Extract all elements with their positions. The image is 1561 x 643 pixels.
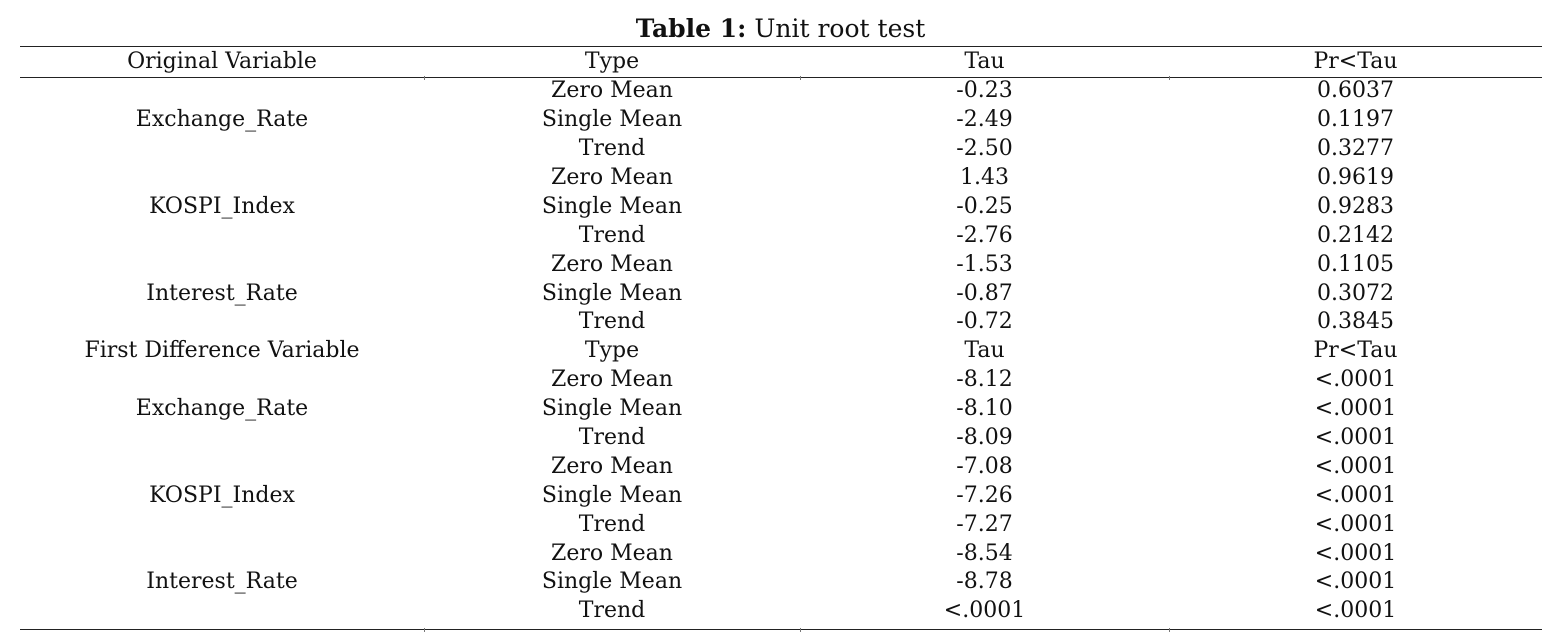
tau-cell: -2.50 xyxy=(956,136,1013,162)
pr-cell: 0.3072 xyxy=(1317,280,1394,306)
type-cell: Zero Mean xyxy=(551,165,673,190)
type-cell: Trend xyxy=(578,309,646,335)
header-cell: Type xyxy=(584,49,640,75)
type-cell: Zero Mean xyxy=(551,540,673,566)
type-cell: Zero Mean xyxy=(551,78,673,104)
table-row xyxy=(20,250,1542,279)
table-row xyxy=(20,366,1542,395)
type-cell: Single Mean xyxy=(541,482,683,508)
top-rule xyxy=(20,46,1542,47)
tau-cell: -8.54 xyxy=(956,540,1013,566)
pr-cell: 0.3845 xyxy=(1317,309,1394,335)
type-cell: Trend xyxy=(578,511,646,537)
type-cell: Zero Mean xyxy=(551,453,673,479)
pr-cell: <.0001 xyxy=(1314,598,1397,624)
column-divider-tick xyxy=(424,628,425,632)
type-cell: Single Mean xyxy=(541,569,683,595)
tau-cell: -8.10 xyxy=(956,396,1013,422)
table-row xyxy=(20,539,1542,568)
type-cell: Single Mean xyxy=(541,193,683,219)
header-cell: Pr<Tau xyxy=(1313,49,1398,75)
header-cell: Original Variable xyxy=(127,49,317,75)
type-cell: Single Mean xyxy=(541,396,683,422)
type-cell: Trend xyxy=(578,425,646,451)
bottom-rule xyxy=(20,629,1542,630)
tau-cell: -7.27 xyxy=(956,511,1013,537)
tau-cell: 1.43 xyxy=(960,165,1009,190)
subheader-cell: Tau xyxy=(964,338,1005,364)
tau-cell: -8.09 xyxy=(956,425,1013,451)
subheader-cell: Pr<Tau xyxy=(1313,338,1398,364)
tau-cell: <.0001 xyxy=(943,598,1026,624)
pr-cell: 0.9619 xyxy=(1317,165,1394,190)
table-row xyxy=(20,77,1542,106)
tau-cell: -1.53 xyxy=(956,251,1013,277)
tau-cell: -2.49 xyxy=(956,107,1013,133)
pr-cell: 0.9283 xyxy=(1317,193,1394,219)
tau-cell: -0.23 xyxy=(956,78,1013,104)
tau-cell: -2.76 xyxy=(956,222,1013,248)
tau-cell: -0.25 xyxy=(956,193,1013,219)
table-caption-label: Table 1: xyxy=(635,14,747,43)
tau-cell: -7.26 xyxy=(956,482,1013,508)
pr-cell: 0.1197 xyxy=(1317,107,1394,133)
tau-cell: -0.72 xyxy=(956,309,1013,335)
pr-cell: 0.6037 xyxy=(1317,78,1394,104)
tau-cell: -8.12 xyxy=(956,367,1013,393)
pr-cell: <.0001 xyxy=(1314,425,1397,451)
table-body xyxy=(20,77,1542,626)
pr-cell: <.0001 xyxy=(1314,511,1397,537)
pr-cell: <.0001 xyxy=(1314,482,1397,508)
pr-cell: 0.1105 xyxy=(1317,251,1394,277)
type-cell: Trend xyxy=(578,222,646,248)
table-row xyxy=(20,452,1542,481)
type-cell: Zero Mean xyxy=(551,251,673,277)
pr-cell: <.0001 xyxy=(1314,569,1397,595)
pr-cell: 0.2142 xyxy=(1317,222,1394,248)
table-row xyxy=(20,164,1542,193)
type-cell: Zero Mean xyxy=(551,367,673,393)
pr-cell: 0.3277 xyxy=(1317,136,1394,162)
type-cell: Trend xyxy=(578,136,646,162)
pr-cell: <.0001 xyxy=(1314,367,1397,393)
tau-cell: -8.78 xyxy=(956,569,1013,595)
subheader-row xyxy=(20,337,1542,366)
variable-cell: Interest_Rate xyxy=(146,280,298,306)
header-cell: Tau xyxy=(964,49,1005,75)
table-caption-title: Unit root test xyxy=(754,14,926,43)
type-cell: Single Mean xyxy=(541,107,683,133)
variable-cell: Exchange_Rate xyxy=(135,107,309,133)
variable-cell: Interest_Rate xyxy=(146,569,298,595)
pr-cell: <.0001 xyxy=(1314,396,1397,422)
subheader-cell: First Difference Variable xyxy=(84,338,360,364)
subheader-cell: Type xyxy=(584,338,640,364)
type-cell: Trend xyxy=(578,598,646,624)
variable-cell: KOSPI_Index xyxy=(149,482,295,508)
pr-cell: <.0001 xyxy=(1314,453,1397,479)
variable-cell: KOSPI_Index xyxy=(149,193,295,219)
header-row xyxy=(20,48,1542,77)
table-caption xyxy=(0,14,1561,44)
pr-cell: <.0001 xyxy=(1314,540,1397,566)
type-cell: Single Mean xyxy=(541,280,683,306)
variable-cell: Exchange_Rate xyxy=(135,396,309,422)
tau-cell: -7.08 xyxy=(956,453,1013,479)
column-divider-tick xyxy=(1169,628,1170,632)
column-divider-tick xyxy=(800,628,801,632)
tau-cell: -0.87 xyxy=(956,280,1013,306)
unit-root-table xyxy=(20,48,1542,626)
